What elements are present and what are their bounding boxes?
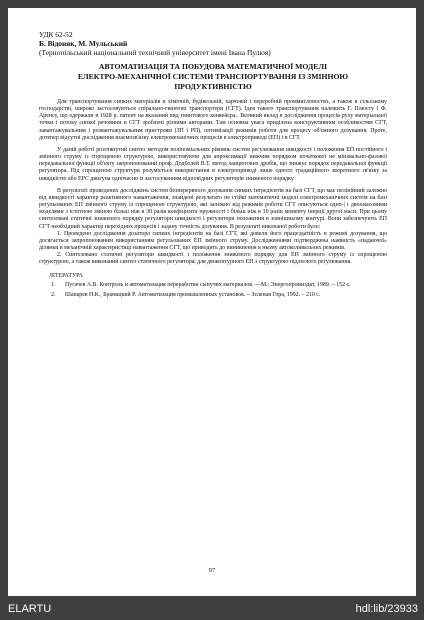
title-line-3: ПРОДУКТИВНІСТЮ [174,82,252,91]
reference-text: Шапарев Н.К., Браницкий Р. Автоматизация промышленных установок. – Зеленая Гора, 1992. – 210 с. [65,291,321,298]
reference-number: 2. [51,291,56,298]
paragraph-synthesis: У даній роботі розглянутий синтез методом поліноміальних рівнянь систем регулювання швидкості і положення ЕП постійного і змінного струму із спрощеною структурою, використовуючи для апроксимації нижчим порядком початкової не мінімально-фазової передавальної функції об'єкту запропонований проф. Дод6олей В.Т. метод ланцюгових дробів, що знижує порядок передавальної функції регулятора. Під спрощеною структури розуміється використання в електроприводі лише одного традиційного зворотного зв'язку за швидкістю або ЕРС двигуна одночасно із застосуванням відповідних регуляторів зниженого порядку. [39,146,387,182]
paragraph-conclusion-1: 1. Проведено дослідження дозатора сипких інгредієнтів на базі СГТ, які довели його працездатність в режимі дозування, що досягається запропонованим використанням регульованих ЕП змінного струму. Дослідженнями підтверджена наявність «падаючої» ділянки в механічній характеристиці навантаження СГТ, що приводить до виникнення в ньому автоколивальних режимів. [39,230,387,251]
page-number: 97 [208,567,216,574]
paragraph-results: В результаті проведених досліджень систем безперервного дозування сипких інгредієнтів на базі СГТ, що має нелінійний залежно від швидкості характер реактивного навантаження, знайдені результато не стійкі математичні моделі електромеханічних систем на базі регульованих ЕП змінного струму із спрощеною структурою, які залежно від режимів роботи СГТ описуються одно-| і двохмасовими моделями з істотною зміною більш ніж в 30 разів коефіцієнта пружності і більш ніж в 10 разів моменту інерції другої маси. При цьому синтезовані статичні зниженого порядку регулятори швидкості і регулятори положення в зовнішньому контурі. Вони забезпечують ЕП СГТ необхідний характер перехідних процесів і задану точність дозування. В результаті виконаної роботи було: [39,187,387,230]
document-page [8,8,416,596]
page-content [39,30,387,301]
repository-name: ELARTU [8,603,52,615]
paragraph-intro: Для транспортування сипких матеріалів в хімічній, будівельній, харчовій і переробній проммисловостях, а також в сільському господарстві, широко застосовуються спірально-гвинтові транспортери (СГТ). Ідея такого транспортування належить Г. Плюсту і Ф. Аренсу, що одержали в 1928 р. патент на вказаний вид гвинтового конвейєра.. Великий вклад в дослідження процесів руху матеріальної точки і потоку сипкої речовини в СГТ зроблені різними авторами. Там основна увага приділена конструктивним особливостям СГТ, завантажувальним і розвантажувальним пристроям (ЗП і РП), оптимізації режимів роботи для процесу об'ємного дозування. Проте, дотепер відсутні дослідження взаємозв'язку електромеханічних процесів в електроприводі (ЕП) і в СГТ. [39,99,387,141]
title-line-1: АВТОМАТИЗАЦІЯ ТА ПОБУДОВА МАТЕМАТИЧНОЇ МОДЕЛІ [98,62,328,71]
reference-text: Пугачев А.В. Контроль и автоматизация переработки сыпучих материалов. —М.: Энергопромиздат, 1989. – 152 с. [65,282,351,289]
authors: Б. Відоняк, М. Мульський [39,39,128,48]
handle-identifier: hdl:lib/23933 [355,603,418,615]
references-heading: ЛІТЕРАТУРА [49,273,83,280]
reference-number: 1. [51,282,56,289]
reference-item [39,282,387,289]
title-line-2: ЕЛЕКТРО-МЕХАНІЧНОЇ СИСТЕМИ ТРАНСПОРТУВАННЯ ІЗ ЗМІННОЮ [77,72,349,81]
paper-title [39,62,387,92]
paragraph-conclusion-2: 2. Синтезовано статичні регулятори швидкості і положення зниженого порядку для ЕП змінного струму із спрощеною структурою, а також виконаний синтез статичного регулятора| для двоконтурного ЕП з структурою підлеглого регулювання. [39,252,387,266]
reference-item [39,292,387,299]
udk-code: УДК 62-52 [39,30,73,39]
repository-footer [0,596,424,620]
affiliation: (Тернопільський національний технічний університет імені Івана Пулюя) [39,48,271,57]
